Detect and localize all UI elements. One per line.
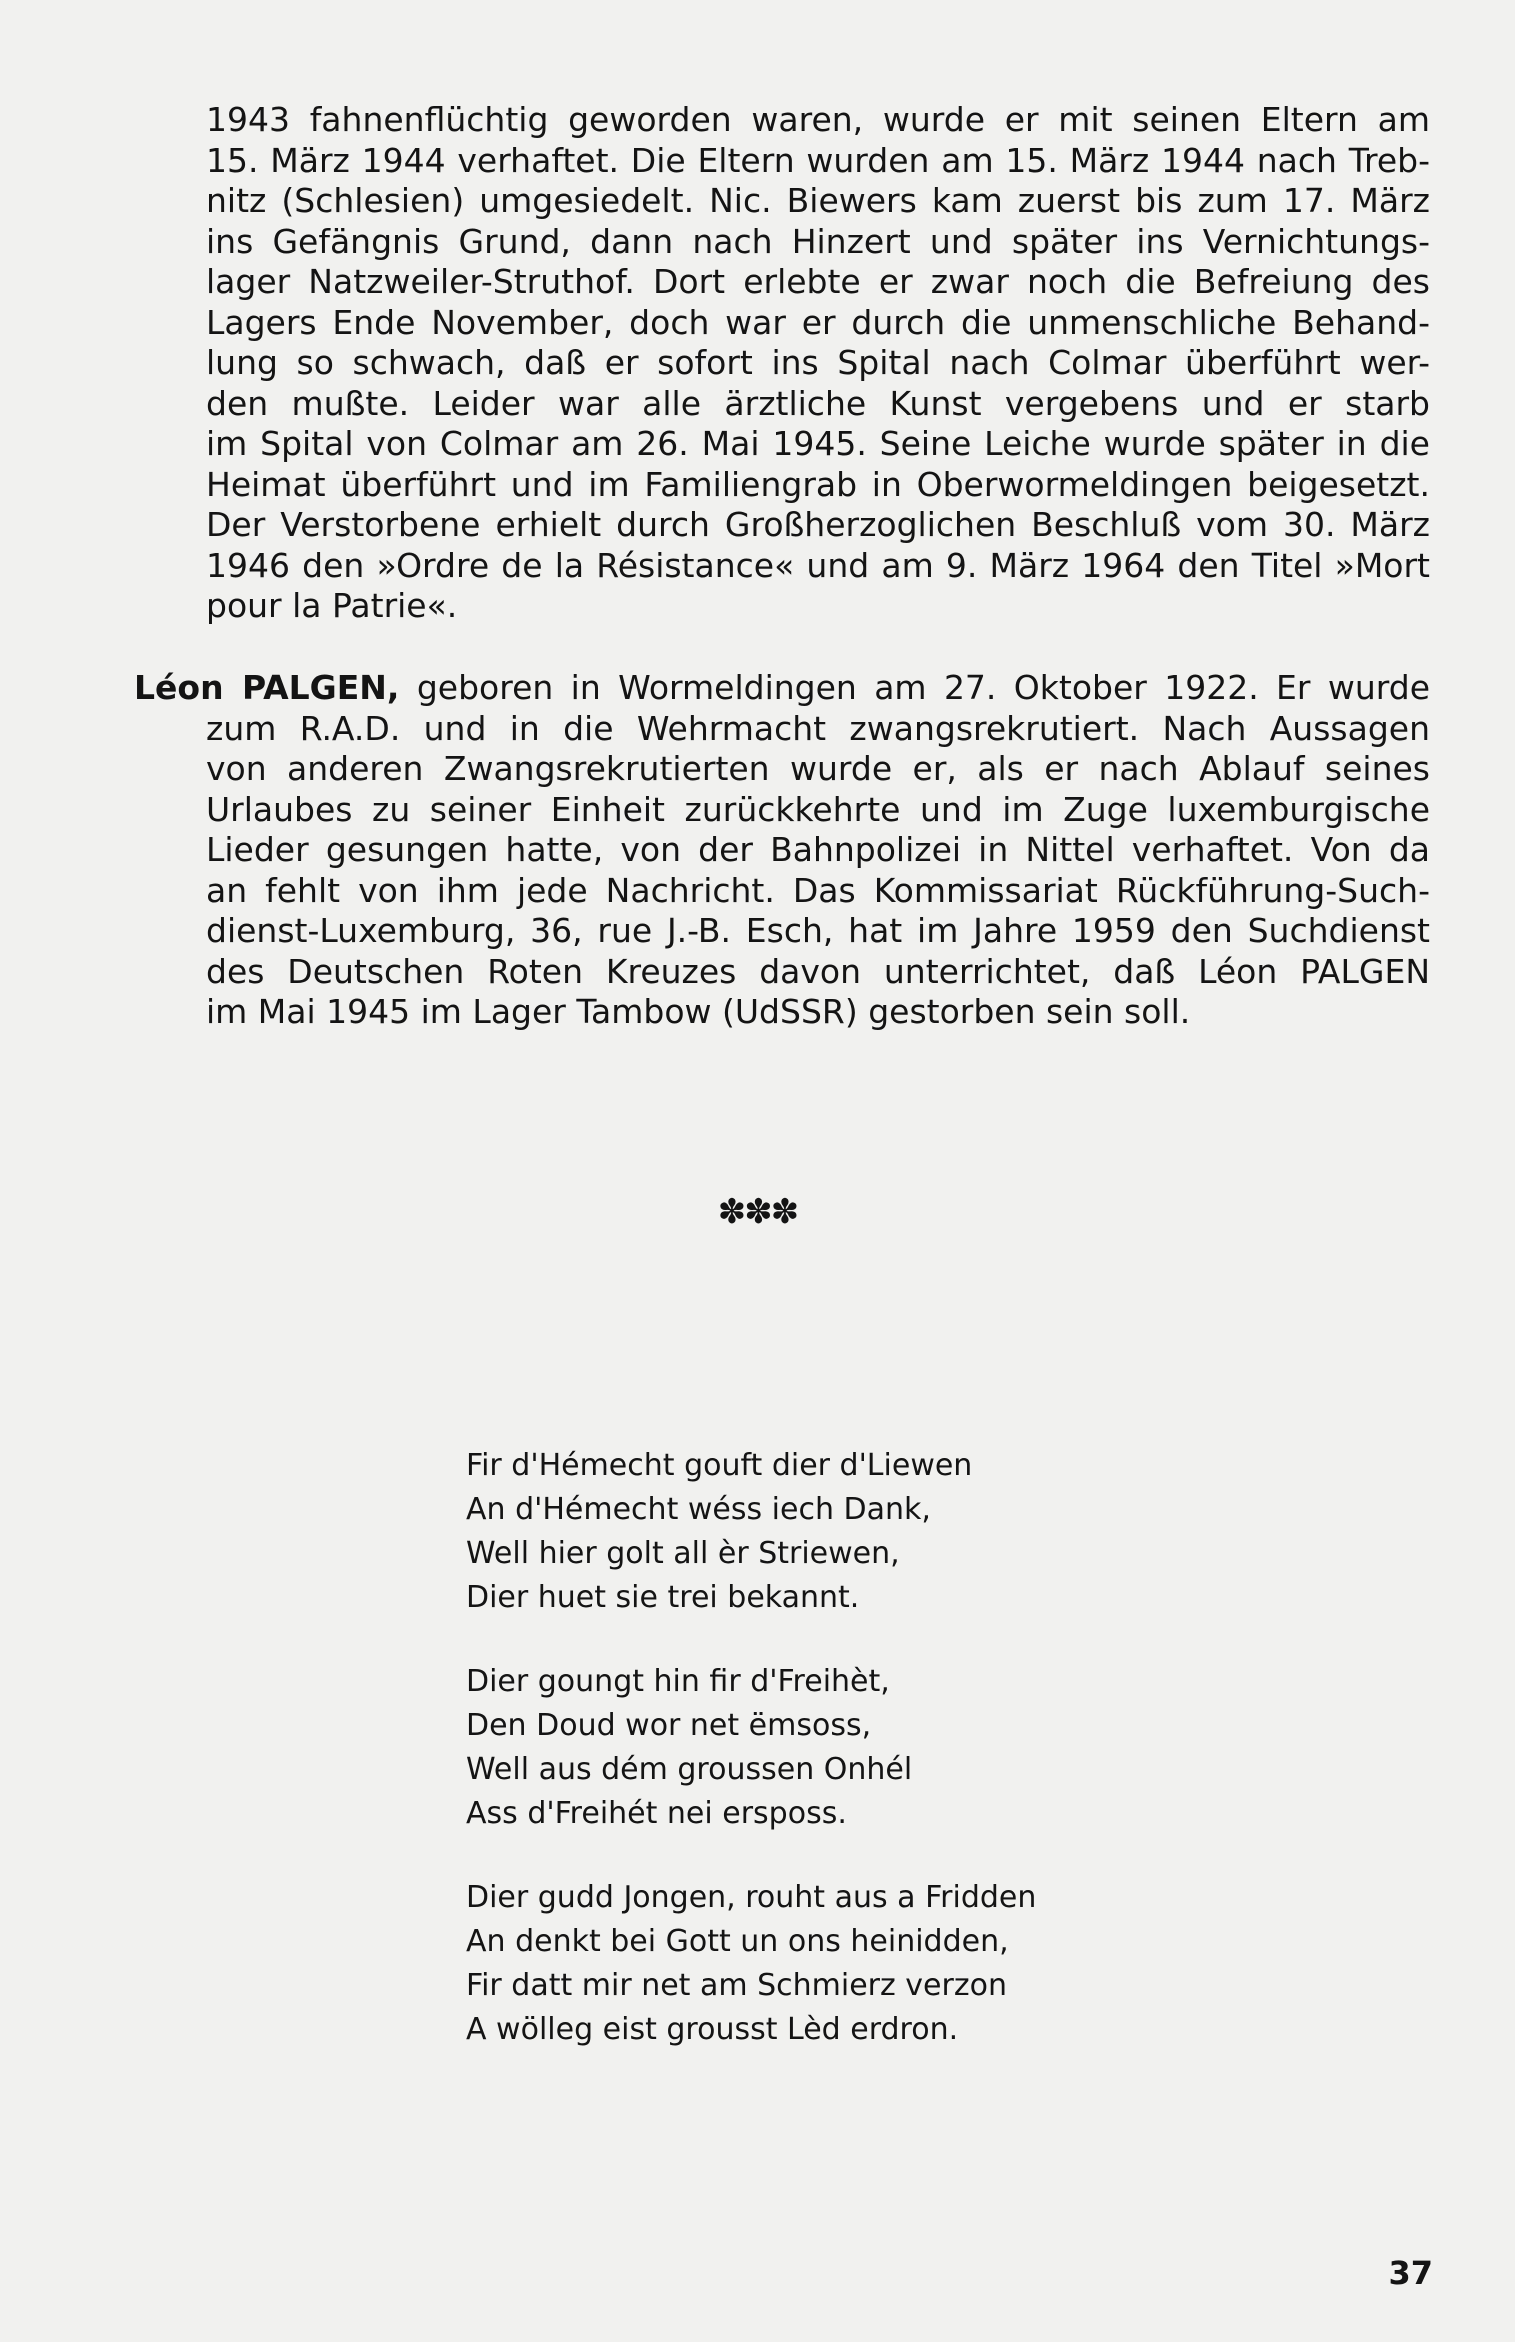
- poem-line: Den Doud wor net ëmsoss,: [466, 1708, 872, 1743]
- paragraph-biewers: [206, 100, 1430, 627]
- text-line: im Spital von Colmar am 26. Mai 1945. Seine Leiche wurde später in die: [206, 424, 1430, 463]
- poem-line: An d'Hémecht wéss iech Dank,: [466, 1492, 931, 1527]
- text-line: des Deutschen Roten Kreuzes davon unterrichtet, daß Léon PALGEN: [206, 951, 1430, 991]
- poem-line: Well aus dém groussen Onhél: [466, 1752, 913, 1787]
- poem-line: Fir d'Hémecht gouft dier d'Liewen: [466, 1448, 973, 1483]
- text-line: 1946 den »Ordre de la Résistance« und am 9. März 1964 den Titel »Mort: [206, 545, 1430, 585]
- text-line: lager Natzweiler-Struthof. Dort erlebte er zwar noch die Befreiung des: [206, 262, 1430, 301]
- text-line: den mußte. Leider war alle ärztliche Kunst vergebens und er starb: [206, 383, 1430, 423]
- poem: [466, 1444, 1036, 2092]
- text-line: ins Gefängnis Grund, dann nach Hinzert und später ins Vernichtungs-: [206, 221, 1430, 261]
- text-line: 15. März 1944 verhaftet. Die Eltern wurden am 15. März 1944 nach Treb-: [206, 140, 1430, 180]
- text-line: nitz (Schlesien) umgesiedelt. Nic. Biewers kam zuerst bis zum 17. März: [206, 181, 1430, 220]
- text-line: pour la Patrie«.: [206, 586, 458, 625]
- asterism-ornament: ✽✽✽: [717, 1192, 798, 1232]
- poem-line: Fir datt mir net am Schmierz verzon: [466, 1968, 1007, 2003]
- poem-line: An denkt bei Gott un ons heinidden,: [466, 1924, 1009, 1959]
- poem-stanza: [466, 1660, 1036, 1836]
- text-line: zum R.A.D. und in die Wehrmacht zwangsrekrutiert. Nach Aussagen: [206, 708, 1430, 748]
- poem-line: Dier huet sie trei bekannt.: [466, 1580, 860, 1615]
- poem-line: A wölleg eist grousst Lèd erdron.: [466, 2012, 959, 2047]
- poem-stanza: [466, 1444, 1036, 1620]
- text-line: Lagers Ende November, doch war er durch die unmenschliche Behand-: [206, 302, 1430, 342]
- text-line: Lieder gesungen hatte, von der Bahnpolizei in Nittel verhaftet. Von da: [206, 830, 1430, 869]
- poem-line: Dier gudd Jongen, rouht aus a Fridden: [466, 1880, 1037, 1915]
- text-line: dienst-Luxemburg, 36, rue J.-B. Esch, hat im Jahre 1959 den Suchdienst: [206, 911, 1430, 950]
- text-line: an fehlt von ihm jede Nachricht. Das Kommissariat Rückführung-Such-: [206, 870, 1430, 910]
- text-line: Heimat überführt und im Familiengrab in Oberwormeldingen beigesetzt.: [206, 464, 1430, 504]
- text-line: lung so schwach, daß er sofort ins Spital nach Colmar überführt wer-: [206, 343, 1430, 382]
- text-line: Der Verstorbene erhielt durch Großherzoglichen Beschluß vom 30. März: [206, 505, 1430, 544]
- poem-stanza: [466, 1876, 1036, 2052]
- text-line: im Mai 1945 im Lager Tambow (UdSSR) gestorben sein soll.: [206, 992, 1191, 1031]
- entry-first-line-text: geboren in Wormeldingen am 27. Oktober 1922. Er wurde: [399, 668, 1430, 707]
- entry-name: Léon PALGEN,: [134, 668, 400, 707]
- text-line: von anderen Zwangsrekrutierten wurde er, als er nach Ablauf seines: [206, 749, 1430, 788]
- entry-first-line: [134, 668, 1430, 709]
- poem-line: Ass d'Freihét nei ersposs.: [466, 1796, 847, 1831]
- text-line: 1943 fahnenflüchtig geworden waren, wurde er mit seinen Eltern am: [206, 100, 1430, 139]
- paragraph-palgen: [134, 668, 1430, 1033]
- page-number: 37: [1388, 2254, 1433, 2292]
- poem-line: Well hier golt all èr Striewen,: [466, 1536, 900, 1571]
- text-line: Urlaubes zu seiner Einheit zurückkehrte und im Zuge luxemburgische: [206, 789, 1430, 829]
- poem-line: Dier goungt hin fir d'Freihèt,: [466, 1664, 890, 1699]
